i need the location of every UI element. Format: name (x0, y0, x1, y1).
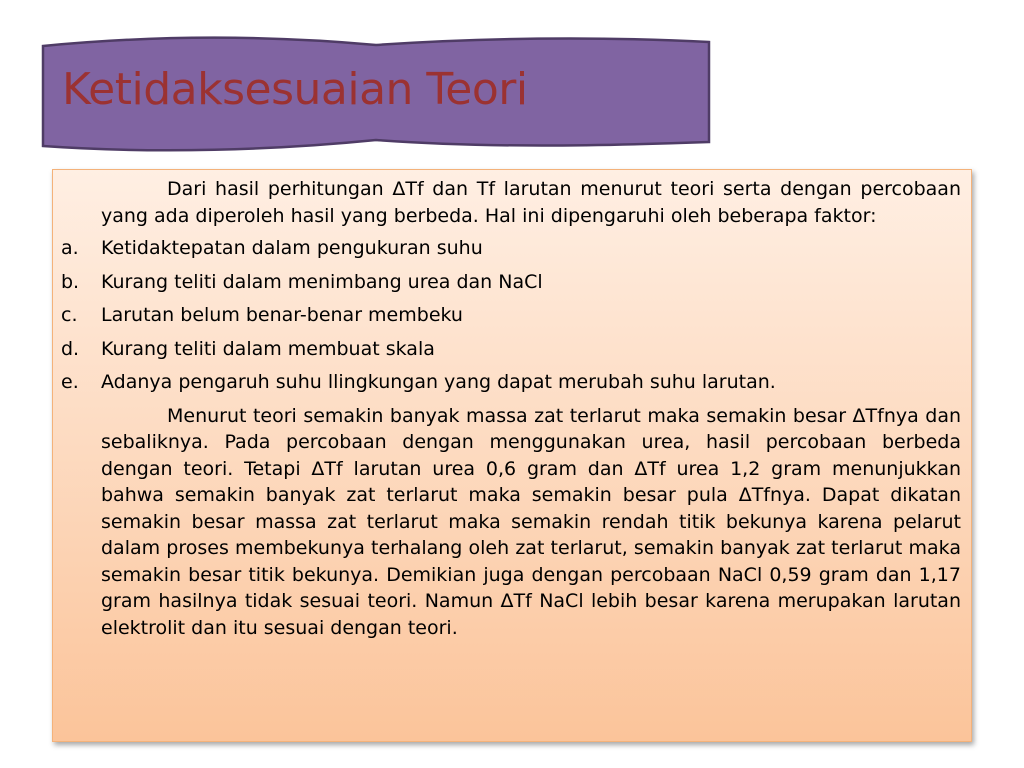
list-item (61, 369, 961, 396)
list-item-text: Kurang teliti dalam membuat skala (101, 337, 435, 360)
list-item-marker: b. (61, 270, 80, 293)
factor-list (61, 235, 961, 396)
list-item-text: Ketidaktepatan dalam pengukuran suhu (101, 237, 483, 259)
list-item (61, 269, 961, 296)
slide-title: Ketidaksesuaian Teori (62, 64, 528, 115)
list-item-marker: e. (61, 371, 79, 393)
list-item-marker: a. (61, 237, 79, 259)
content-box (52, 169, 972, 742)
list-item-text: Adanya pengaruh suhu llingkungan yang dapat merubah suhu larutan. (101, 371, 776, 393)
list-item-text: Larutan belum benar-benar membeku (101, 304, 463, 326)
list-item (61, 302, 961, 329)
intro-paragraph: Dari hasil perhitungan ΔTf dan Tf larutan menurut teori serta dengan percobaan yang ada diperoleh hasil yang berbeda. Hal ini dipengaruhi oleh beberapa faktor: (101, 178, 961, 227)
list-item-marker: d. (61, 337, 80, 360)
list-item (61, 336, 961, 363)
closing-paragraph: Menurut teori semakin banyak massa zat terlarut maka semakin besar ΔTfnya dan sebaliknya. Pada percobaan dengan menggunakan urea, hasil percobaan berbeda dengan teori. Tetapi ΔTf larutan urea 0,6 gram dan ΔTf urea 1,2 gram menunjukkan bahwa semakin banyak zat terlarut maka semakin besar pula ΔTfnya. Dapat dikatan semakin besar massa zat terlarut maka semakin rendah titik bekunya karena pelarut dalam proses membekunya terhalang oleh zat terlarut, semakin banyak zat terlarut maka semakin besar titik bekunya. Demikian juga dengan percobaan NaCl 0,59 gram dan 1,17 gram hasilnya tidak sesuai teori. Namun ΔTf NaCl lebih besar karena merupakan larutan elektrolit dan itu sesuai dengan teori. (101, 404, 961, 639)
list-item-marker: c. (61, 304, 78, 326)
list-item (61, 235, 961, 262)
list-item-text: Kurang teliti dalam menimbang urea dan NaCl (101, 270, 543, 293)
